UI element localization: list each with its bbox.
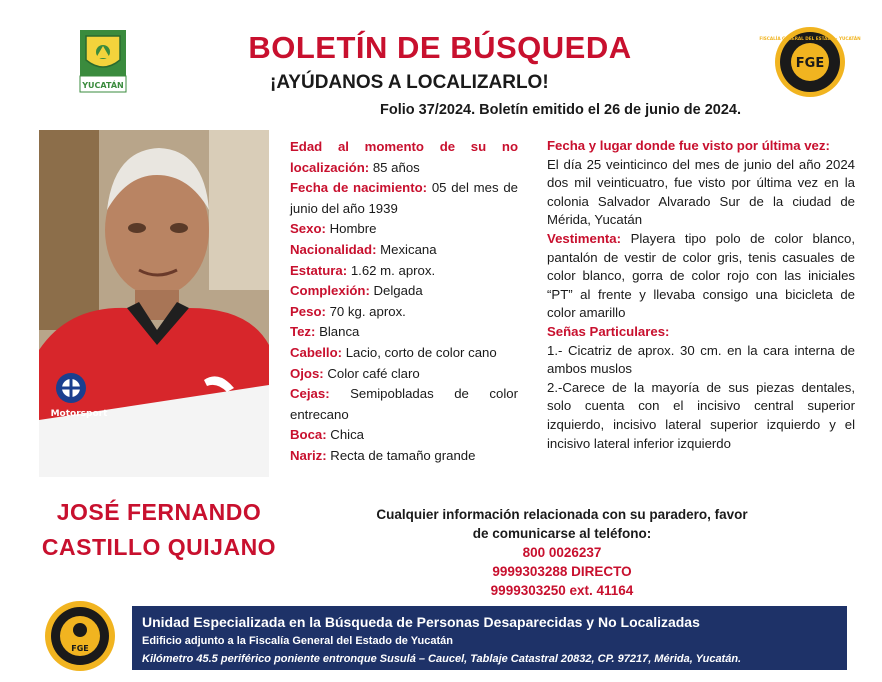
- complexion-value: Delgada: [369, 283, 423, 299]
- visto-value: El día 25 veinticinco del mes de junio del año 2024 dos mil veinticuatro, fue visto por última vez en la colonia Salvador Alvarado Sur de la ciudad de Mérida, Yucatán: [547, 156, 855, 228]
- boca-value: Chica: [326, 427, 365, 443]
- contact-info: [352, 505, 772, 600]
- detail-cejas: [290, 384, 518, 425]
- detail-cabello: [290, 343, 518, 364]
- fge-text: FGE: [795, 56, 825, 71]
- detail-peso: [290, 302, 518, 323]
- detail-complexion: [290, 281, 518, 302]
- tez-label: Tez:: [290, 324, 316, 340]
- seal-text: YUCATÁN: [82, 81, 124, 90]
- detail-tez: [290, 322, 518, 343]
- boca-label: Boca:: [290, 427, 327, 443]
- estatura-value: 1.62 m. aprox.: [347, 262, 436, 278]
- edad-value: 85 años: [369, 159, 420, 175]
- contact-line-1: Cualquier información relacionada con su paradero, favor: [376, 507, 748, 522]
- sexo-value: Hombre: [325, 221, 377, 237]
- cabello-value: Lacio, corto de color cano: [342, 344, 497, 360]
- detail-nariz: [290, 446, 518, 467]
- detail-sexo: [290, 219, 518, 240]
- unit-name: Unidad Especializada en la Búsqueda de Personas Desaparecidas y No Localizadas: [142, 614, 700, 630]
- estatura-label: Estatura:: [290, 262, 348, 278]
- phone-2[interactable]: 9999303288 DIRECTO: [492, 564, 632, 579]
- cabello-label: Cabello:: [290, 344, 343, 360]
- cejas-value: Semipobladas de color entrecano: [290, 386, 518, 422]
- circumstances: [547, 137, 855, 453]
- physical-details: [290, 137, 518, 467]
- detail-edad: [290, 137, 518, 178]
- shirt-logo-text: Motorsport: [50, 409, 108, 419]
- visto-label: Fecha y lugar donde fue visto por última vez:: [547, 138, 830, 153]
- nacionalidad-label: Nacionalidad:: [290, 241, 377, 257]
- nacimiento-label: Fecha de nacimiento:: [290, 180, 428, 196]
- phone-3[interactable]: 9999303250 ext. 41164: [490, 583, 634, 598]
- detail-estatura: [290, 261, 518, 282]
- name-line-2: CASTILLO QUIJANO: [41, 534, 277, 560]
- tez-value: Blanca: [315, 324, 360, 340]
- ojos-label: Ojos:: [290, 365, 324, 381]
- name-line-1: JOSÉ FERNANDO: [56, 499, 262, 525]
- nariz-value: Recta de tamaño grande: [326, 447, 476, 463]
- contact-line-2: de comunicarse al teléfono:: [472, 526, 652, 541]
- phone-1[interactable]: 800 0026237: [522, 545, 602, 560]
- detail-ojos: [290, 364, 518, 385]
- sena-1: 1.- Cicatriz de aprox. 30 cm. en la cara interna de ambos muslos: [547, 342, 855, 377]
- edad-label: Edad al momento de su no localización:: [290, 139, 518, 175]
- page-title: BOLETÍN DE BÚSQUEDA: [248, 30, 632, 65]
- address-line: Kilómetro 45.5 periférico poniente entronque Susulá – Caucel, Tablaje Catastral 20832, CP. 97217, Mérida, Yucatán.: [142, 653, 742, 665]
- detail-nacimiento: [290, 178, 518, 219]
- peso-value: 70 kg. aprox.: [325, 303, 406, 319]
- unit-logo-text: FGE: [71, 644, 89, 653]
- page-subtitle: ¡AYÚDANOS A LOCALIZARLO!: [270, 72, 549, 93]
- sena-2: 2.-Carece de la mayoría de sus piezas dentales, solo cuenta con el incisivo central superior izquierdo, incisivo lateral superior izquierdo y el incisivo lateral inferior izquierdo: [547, 379, 855, 451]
- search-unit-logo: [44, 600, 116, 672]
- sexo-label: Sexo:: [290, 221, 326, 237]
- yucatan-state-seal: [78, 28, 128, 94]
- fge-logo: [759, 26, 861, 98]
- person-name: [0, 495, 318, 565]
- vestimenta-label: Vestimenta:: [547, 230, 622, 246]
- ojos-value: Color café claro: [323, 365, 420, 381]
- footer-bar: [132, 606, 847, 670]
- senas-label: Señas Particulares:: [547, 323, 670, 339]
- fge-ring-text: FISCALÍA GENERAL DEL ESTADO · YUCATÁN: [759, 36, 861, 41]
- vestimenta-value: Playera tipo polo de color blanco, pantalón de vestir de color gris, tenis casuales de color blanco, gorra de color rojo con las iniciales “PT” al frente y llevaba consigo una bicicleta de color amarillo: [547, 230, 855, 321]
- nacimiento-value: 05 del mes de junio del año 1939: [290, 180, 518, 216]
- nariz-label: Nariz:: [290, 447, 327, 463]
- detail-nacionalidad: [290, 240, 518, 261]
- cejas-label: Cejas:: [290, 386, 330, 402]
- building-line: Edificio adjunto a la Fiscalía General del Estado de Yucatán: [142, 635, 453, 647]
- missing-person-photo: [39, 130, 269, 477]
- nacionalidad-value: Mexicana: [376, 241, 437, 257]
- folio-line: Folio 37/2024. Boletín emitido el 26 de junio de 2024.: [380, 102, 741, 118]
- detail-boca: [290, 425, 518, 446]
- complexion-label: Complexión:: [290, 283, 370, 299]
- peso-label: Peso:: [290, 303, 326, 319]
